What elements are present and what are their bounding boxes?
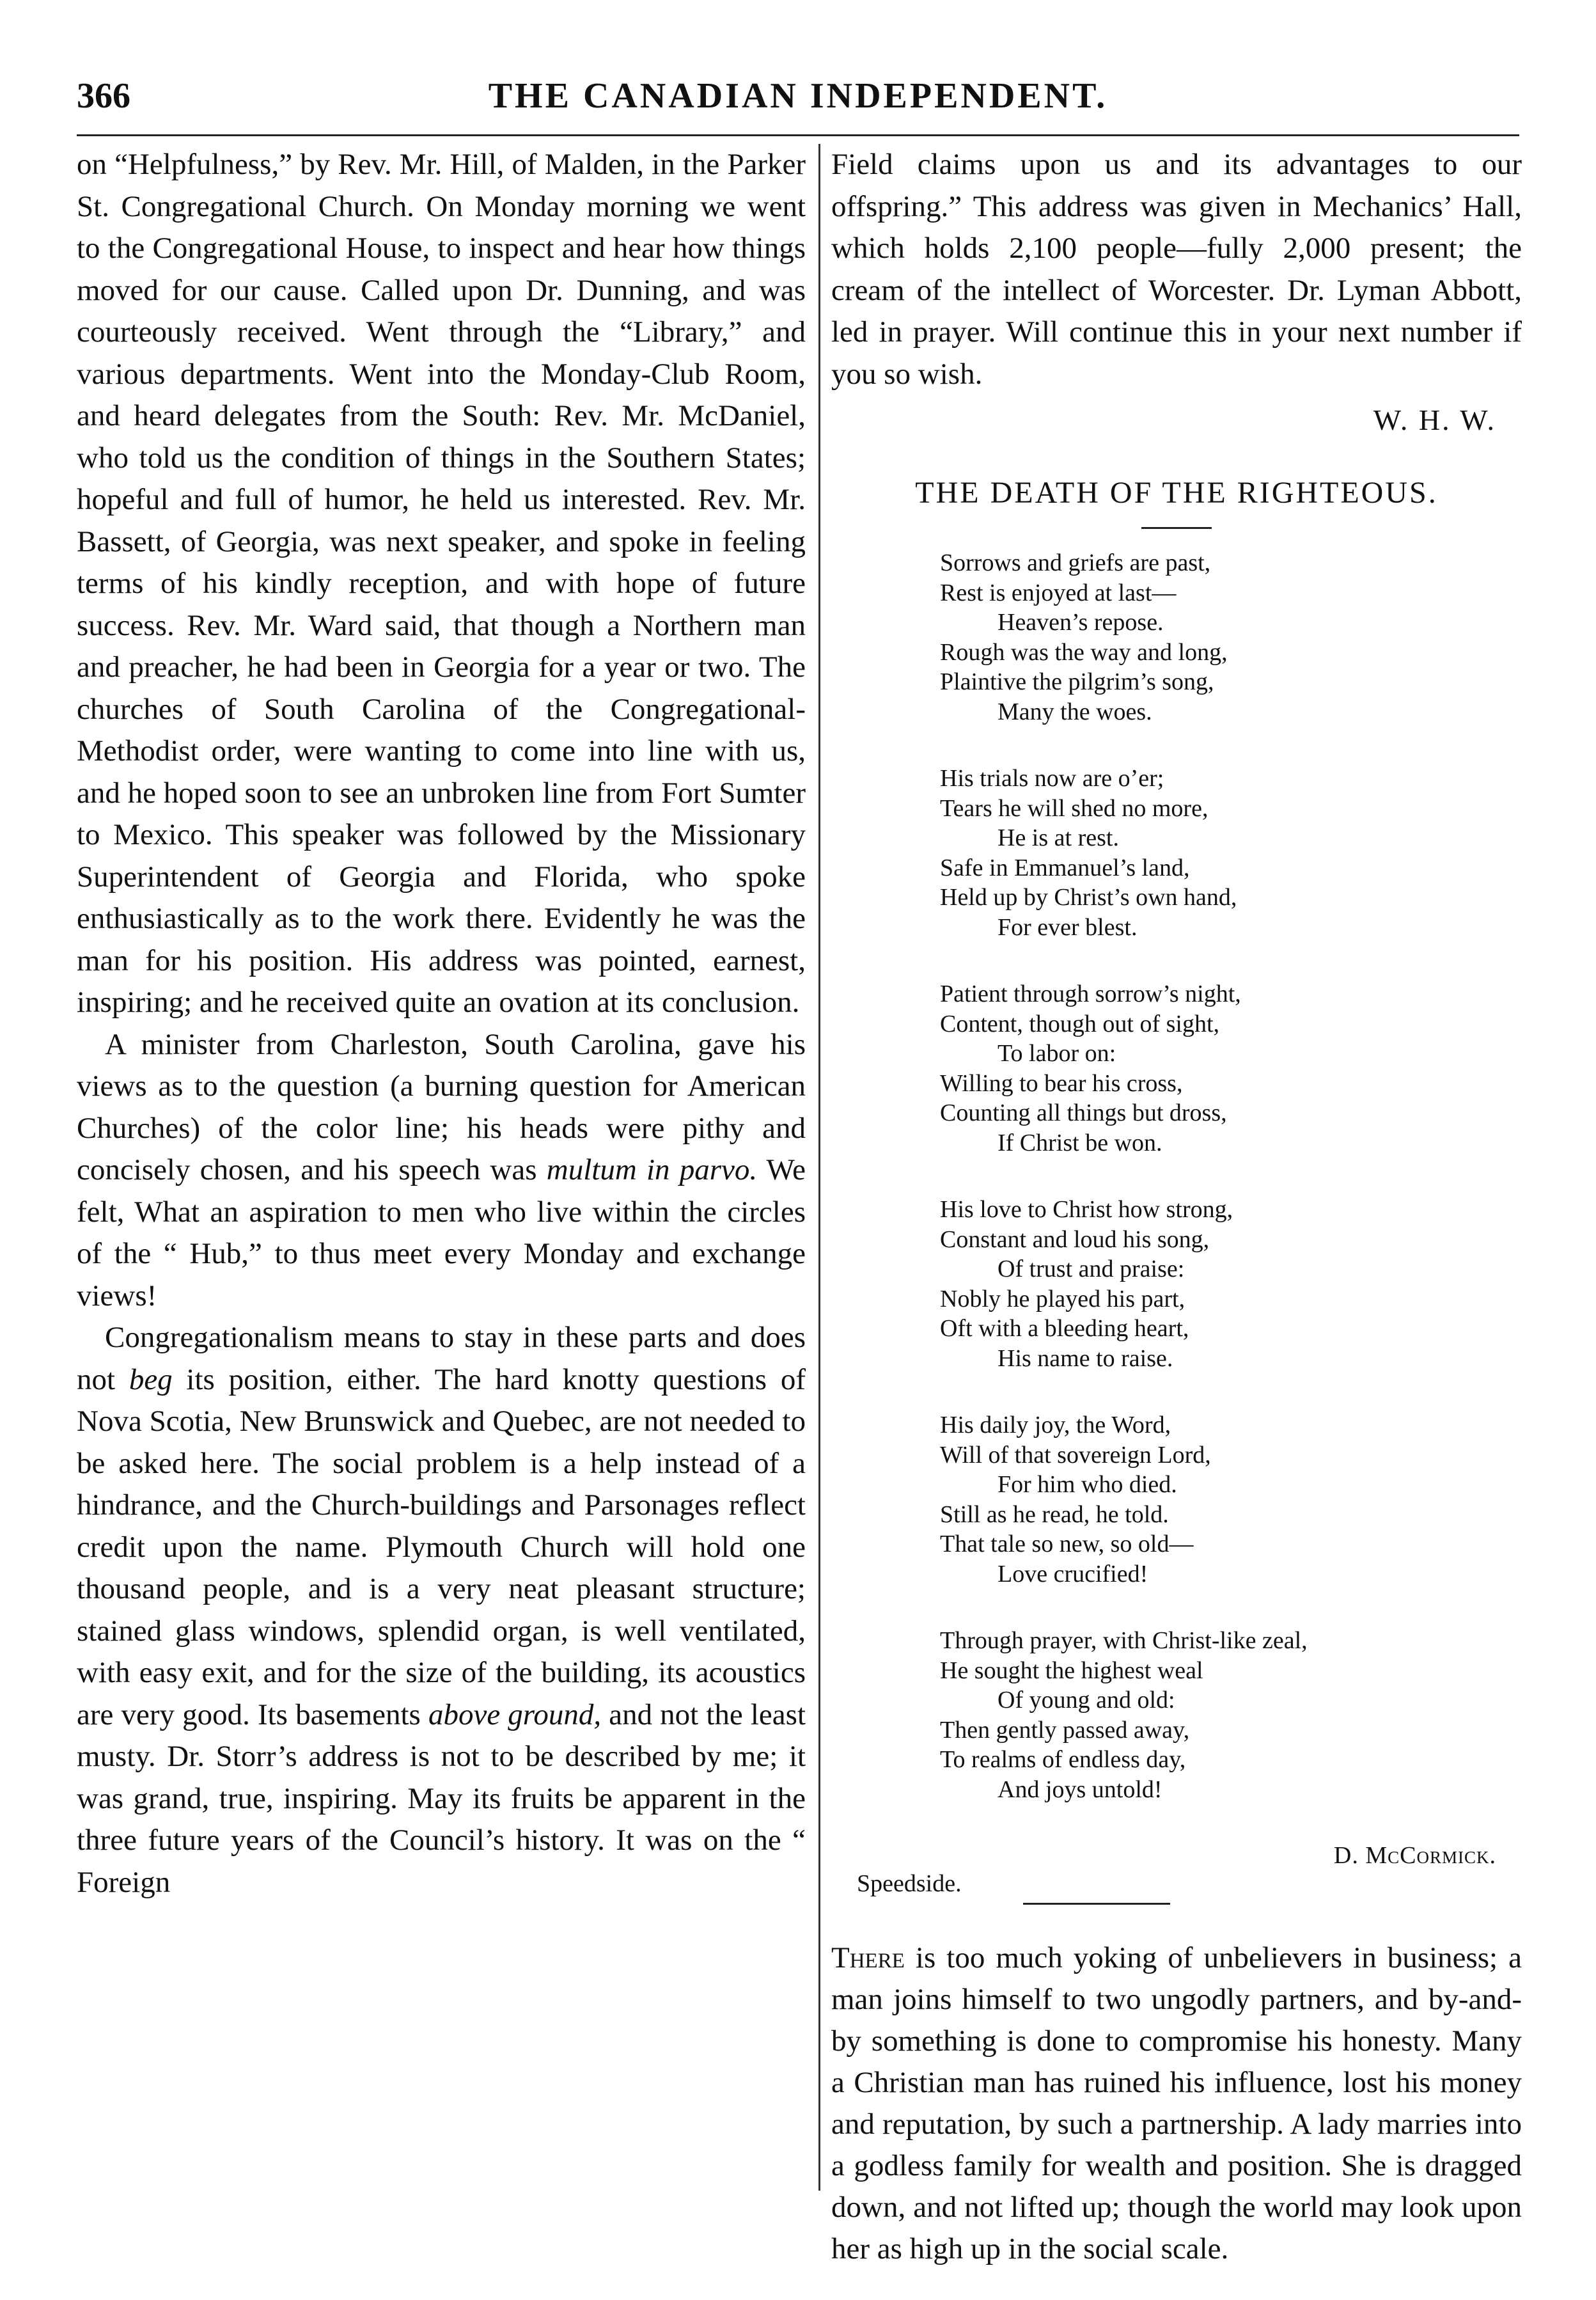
poem-line: Many the woes. [997,698,1152,725]
poem-line: Rest is enjoyed at last— [940,579,1177,606]
paragraph-text: and not the least musty. Dr. Storr’s address is not to be described by me; it was grand, true, inspiring. May its fruits be apparent in the three future years of the Council’s history. It was on the “ Foreign [77,1697,806,1899]
left-column [77,144,806,1903]
page-number: 366 [77,76,130,116]
poem-line: He sought the highest weal [940,1657,1203,1684]
poem-line: Of young and old: [997,1687,1175,1713]
article-continuation: Field claims upon us and its advantages to our offspring.” This address was given in Mechanics’ Hall, which holds 2,100 people—fully 2,000 present; the cream of the intellect of Worcester. Dr. Lyman Abbott, led in prayer. Will continue this in your next number if you so wish. [831,148,1522,391]
poem-stanza [940,548,1522,727]
running-title: THE CANADIAN INDEPENDENT. [488,76,1108,116]
poem-line: To realms of endless day, [940,1746,1186,1773]
closing-paragraph [831,1937,1522,2270]
poem-place: Speedside. [857,1870,962,1897]
page-header [77,75,1519,133]
poem-line: Love crucified! [997,1560,1148,1587]
lead-word: There [831,1941,905,1974]
poem-line: Constant and loud his song, [940,1225,1210,1253]
poem-stanza [940,1195,1522,1373]
poem-line: Oft with a bleeding heart, [940,1315,1189,1342]
poem-line: His trials now are o’er; [940,765,1164,792]
poem-line: Will of that sovereign Lord, [940,1441,1211,1469]
paragraph-wrap [77,1024,806,1318]
paragraph-text: is too much yoking of unbelievers in business; a man joins himself to two ungodly partners, and by-and-by something is done to compromise his honesty. Many a Christian man has ruined his influence, lost his money and reputation, by such a partnership. A lady marries into a godless family for wealth and position. She is dragged down, and not lifted up; though the world may look upon her as high up in the social scale. [831,1941,1522,2265]
poem-line: Content, though out of sight, [940,1010,1219,1037]
column-divider [818,144,820,2191]
poem-line: That tale so new, so old— [940,1531,1194,1557]
article-paragraph-2 [77,1024,806,1318]
paragraph-text: on “Helpfulness,” by Rev. Mr. Hill, of Malden, in the Parker St. Congregational Church. On Monday morning we went to the Congregational House, to inspect and hear how things moved for our cause. Called upon Dr. Dunning, and was courteously received. Went through the “Library,” and various departments. Went into the Monday-Club Room, and heard delegates from the South: Rev. Mr. McDaniel, who told us the condition of things in the Southern States; hopeful and full of humor, he held us interested. Rev. Mr. Bassett, of Georgia, was next speaker, and spoke in feeling terms of his kindly reception, and with hope of future success. Rev. Mr. Ward said, that though a Northern man and preacher, he had been in Georgia for a year or two. The churches of South Carolina of the Congregational-Methodist order, were wanting to come into line with us, and he hoped soon to see an unbroken line from Fort Sumter to Mexico. This speaker was followed by the Missionary Superintendent of Georgia and Florida, who spoke enthusiastically as to the work there. Evidently he was the man for his position. His address was pointed, earnest, inspiring; and he received quite an ovation at its conclusion. [77,148,806,1019]
article-signature: W. H. W. [1373,404,1496,436]
poem-line: Held up by Christ’s own hand, [940,884,1237,911]
poem-line: He is at rest. [997,824,1119,851]
poem-line: His name to raise. [997,1344,1173,1372]
poem-line: Then gently passed away, [940,1716,1190,1744]
poem-line: Of trust and praise: [997,1256,1185,1282]
poem-line: Willing to bear his cross, [940,1069,1183,1097]
poem-line: Through prayer, with Christ-like zeal, [940,1627,1308,1654]
paragraph-text: Congregationalism means to stay in these parts and does not [77,1321,806,1396]
poem-stanza [940,764,1522,942]
article-paragraph-1 [77,144,806,1024]
poem-line: Patient through sorrow’s night, [940,981,1241,1007]
poem-line: Sorrows and griefs are past, [940,549,1211,576]
paragraph-wrap [77,1317,806,1903]
poem-line: And joys untold! [997,1776,1162,1803]
poem-line: For him who died. [997,1471,1177,1498]
right-column [831,144,1522,2300]
poem-line: If Christ be won. [997,1129,1162,1156]
poem-line: Still as he read, he told. [940,1501,1169,1528]
poem-stanza [940,1626,1522,1804]
latin-phrase: multum in parvo. [546,1153,758,1186]
poem [940,548,1522,1804]
paragraph-text: its position, either. The hard knotty questions of Nova Scotia, New Brunswick and Quebec, are not needed to be asked here. The social problem is a help instead of a hindrance, and the Church-buildings and Parsonages reflect credit upon the name. Plymouth Church will hold one thousand people, and is a very neat pleasant structure; stained glass windows, splendid organ, is well ventilated, with easy exit, and for the size of the building, its acoustics are very good. Its basements [77,1362,806,1731]
emphasis-word: beg [129,1362,173,1396]
poem-line: To labor on: [997,1040,1116,1067]
poem-line: Tears he will shed no more, [940,794,1209,822]
poem-line: Counting all things but dross, [940,1099,1227,1126]
poem-line: His daily joy, the Word, [940,1412,1171,1438]
poem-line: For ever blest. [997,913,1138,941]
article-paragraph-3 [77,1317,806,1903]
section-rule [1023,1903,1170,1905]
paragraph-text: A minister from Charleston, South Carolina, gave his views as to the question (a burning question for American Churches) of the color line; his heads were pithy and concisely chosen, and his speech was [77,1027,806,1186]
poem-line: Safe in Emmanuel’s land, [940,854,1190,881]
poem-author: D. McCormick. [1333,1842,1496,1869]
poem-title: THE DEATH OF THE RIGHTEOUS. [915,476,1438,510]
paragraph-text: We felt, What an aspiration to men who live within the circles of the “ Hub,” to thus meet every Monday and exchange views! [77,1153,806,1312]
header-rule [77,134,1519,136]
title-rule [1141,527,1212,529]
poem-line: Rough was the way and long, [940,638,1228,666]
poem-line: Heaven’s repose. [997,609,1164,636]
emphasis-phrase: above ground, [428,1697,602,1731]
poem-stanza [940,1410,1522,1589]
poem-line: Nobly he played his part, [940,1285,1185,1312]
poem-stanza [940,979,1522,1158]
poem-line: His love to Christ how strong, [940,1196,1233,1223]
poem-line: Plaintive the pilgrim’s song, [940,668,1214,695]
poem-footer [831,1841,1522,1912]
